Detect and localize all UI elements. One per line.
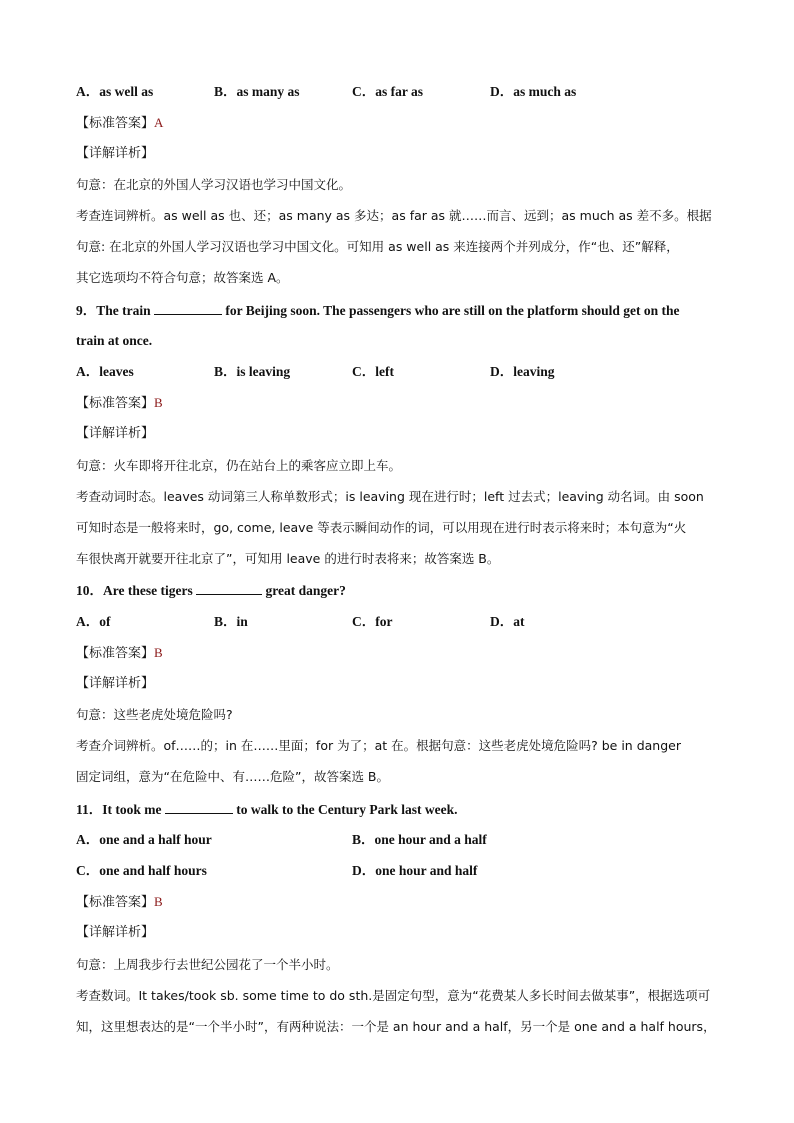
q8-options	[76, 84, 676, 100]
answer-blank	[165, 801, 233, 814]
answer-blank	[196, 582, 262, 595]
q10-stem-end: great danger?	[265, 583, 346, 598]
q8-option-c: C．as far as	[352, 84, 424, 99]
answer-label: 【标准答案】	[76, 396, 155, 411]
q8-detail-label: 【详解详析】	[76, 146, 155, 161]
q11-meaning: 句意：上周我步行去世纪公园花了一个半小时。	[76, 957, 339, 972]
q9-analysis-line: 可知时态是一般将来时，go, come, leave 等表示瞬间动作的词，可以用现在进行时表示将来时；本句意为“火	[76, 520, 687, 535]
q11-detail-label: 【详解详析】	[76, 925, 155, 940]
answer-label: 【标准答案】	[76, 895, 155, 910]
q9-analysis-line: 考查动词时态。leaves 动词第三人称单数形式；is leaving 现在进行时；left 过去式；leaving 动名词。由 soon	[76, 489, 704, 504]
q11-option-b: B．one hour and a half	[352, 832, 487, 847]
q9-detail-label: 【详解详析】	[76, 426, 155, 441]
q8-analysis-line: 句意: 在北京的外国人学习汉语也学习中国文化。可知用 as well as 来连接两个并列成分，作“也、还”解释，	[76, 239, 679, 254]
q11-analysis-line: 知，这里想表达的是“一个半小时”，有两种说法：一个是 an hour and a half，另一个是 one and a half hours，	[76, 1019, 716, 1034]
q8-meaning: 句意：在北京的外国人学习汉语也学习中国文化。	[76, 177, 352, 192]
q9-stem-continued: train at once.	[76, 333, 153, 348]
q9-options	[76, 364, 676, 380]
q9-stem	[76, 302, 680, 319]
q9-stem-start: 9．The train	[76, 303, 151, 318]
q8-option-b: B．as many as	[214, 84, 300, 99]
q11-answer	[76, 894, 163, 911]
q10-analysis-line: 考查介词辨析。of……的；in 在……里面；for 为了；at 在。根据句意：这些老虎处境危险吗? be in danger	[76, 738, 681, 753]
answer-value: A	[154, 115, 164, 130]
answer-value: B	[154, 645, 163, 660]
q8-analysis-line: 其它选项均不符合句意；故答案选 A。	[76, 270, 289, 285]
q10-stem-start: 10．Are these tigers	[76, 583, 193, 598]
answer-value: B	[154, 395, 163, 410]
q11-stem	[76, 801, 457, 818]
q10-answer	[76, 645, 163, 662]
q10-detail-label: 【详解详析】	[76, 676, 155, 691]
q10-option-c: C．for	[352, 614, 393, 629]
answer-label: 【标准答案】	[76, 646, 155, 661]
q11-stem-start: 11．It took me	[76, 802, 162, 817]
q9-option-b: B．is leaving	[214, 364, 291, 379]
q10-option-b: B．in	[214, 614, 248, 629]
q11-stem-end: to walk to the Century Park last week.	[236, 802, 458, 817]
q9-option-c: C．left	[352, 364, 394, 379]
q11-option-a: A．one and a half hour	[76, 832, 212, 847]
q10-option-d: D．at	[490, 614, 525, 629]
q8-option-a: A．as well as	[76, 84, 154, 99]
q11-analysis-line: 考查数词。It takes/took sb. some time to do sth.是固定句型，意为“花费某人多长时间去做某事”，根据选项可	[76, 988, 711, 1003]
q10-stem	[76, 582, 346, 599]
q10-analysis-line: 固定词组，意为“在危险中、有……危险”，故答案选 B。	[76, 769, 390, 784]
q9-answer	[76, 395, 163, 412]
answer-blank	[154, 302, 222, 315]
q10-options	[76, 614, 676, 630]
q8-answer	[76, 115, 163, 132]
q11-option-c: C．one and half hours	[76, 863, 207, 878]
q9-analysis-line: 车很快离开就要开往北京了”，可知用 leave 的进行时表将来；故答案选 B。	[76, 551, 500, 566]
q10-option-a: A．of	[76, 614, 111, 629]
q8-analysis-line: 考查连词辨析。as well as 也、还；as many as 多达；as far as 就……而言、远到；as much as 差不多。根据	[76, 208, 712, 223]
q9-option-a: A．leaves	[76, 364, 134, 379]
q11-option-d: D．one hour and half	[352, 863, 478, 878]
q11-options-row-1	[76, 832, 676, 848]
q10-meaning: 句意：这些老虎处境危险吗?	[76, 707, 233, 722]
q8-option-d: D．as much as	[490, 84, 577, 99]
q9-meaning: 句意：火车即将开往北京，仍在站台上的乘客应立即上车。	[76, 458, 402, 473]
answer-value: B	[154, 894, 163, 909]
q11-options-row-2	[76, 863, 676, 879]
answer-label: 【标准答案】	[76, 116, 155, 131]
q9-option-d: D．leaving	[490, 364, 555, 379]
q9-stem-end: for Beijing soon. The passengers who are still on the platform should get on the	[225, 303, 680, 318]
